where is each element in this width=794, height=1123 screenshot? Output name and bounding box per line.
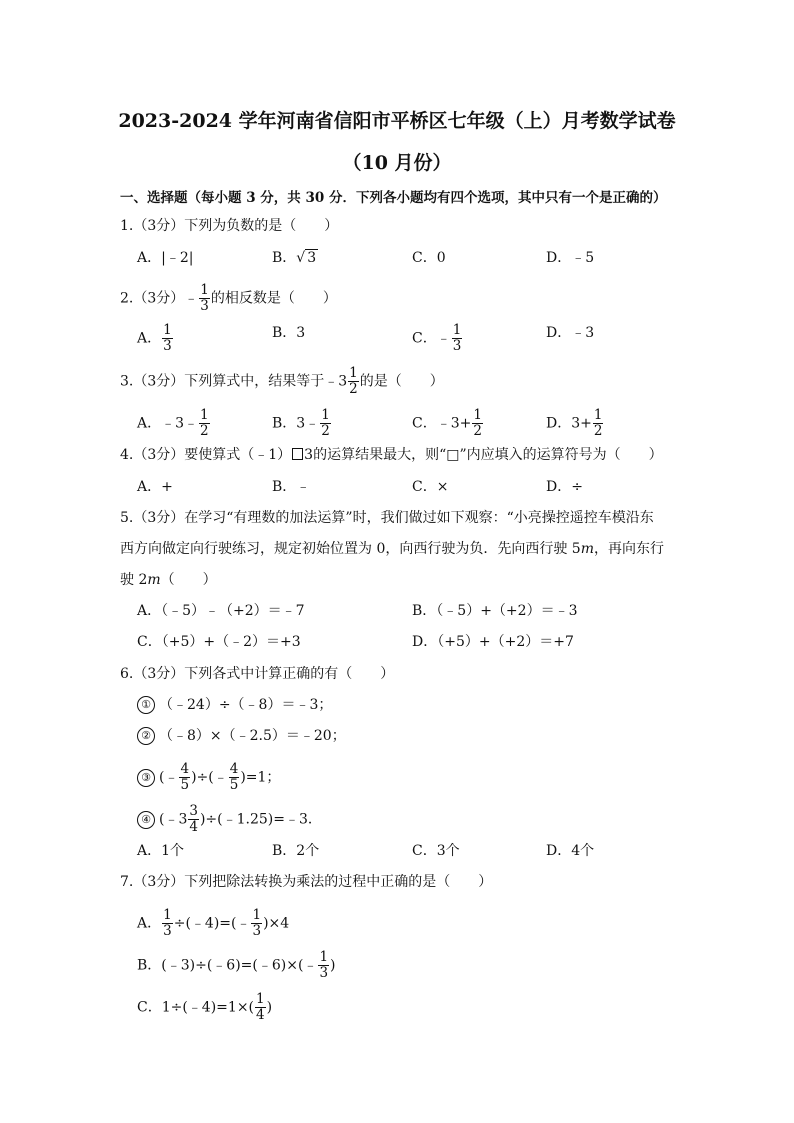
q5-option-b: B．（﹣5）+（+2）＝﹣3 — [412, 603, 578, 619]
q2-option-c-label: C．﹣ — [412, 330, 451, 347]
q5-option-a: A．（﹣5）﹣（+2）＝﹣7 — [137, 603, 305, 619]
q2-stem-fraction — [199, 283, 210, 314]
question-1-stem: 1.（3分）下列为负数的是（ ） — [120, 218, 339, 234]
q5-option-c: C．（+5）+（﹣2）＝+3 — [137, 634, 301, 650]
numerator: 1 — [473, 407, 482, 423]
q6-item-4 — [137, 804, 322, 835]
numerator: 1 — [593, 407, 603, 423]
q2-option-a — [137, 323, 174, 354]
q6-option-d: D．4个 — [546, 843, 595, 859]
q2-option-c-fraction — [452, 323, 463, 354]
q3-option-c-label: C．﹣3+ — [412, 415, 472, 432]
denominator: 2 — [200, 423, 209, 439]
q1-option-c: C．0 — [412, 250, 446, 266]
q2-option-a-label: A． — [137, 330, 162, 347]
q6-item-3 — [137, 762, 280, 793]
q1-option-a: A．|﹣2| — [137, 250, 194, 266]
sqrt-symbol: √ 3 — [296, 250, 317, 266]
q3-option-d-label: D．3+ — [546, 415, 592, 432]
numerator: 1 — [163, 907, 172, 923]
denominator: 2 — [349, 381, 358, 397]
q7-option-a-mid: ÷(﹣4)=(﹣ — [173, 915, 251, 932]
q3-post: 的是（ ） — [359, 373, 444, 390]
q3-option-c — [412, 408, 484, 439]
numerator: 1 — [200, 407, 209, 423]
q6-item-1 — [137, 695, 332, 715]
numerator: 1 — [252, 907, 262, 923]
q1-option-b-label: B． — [272, 250, 297, 266]
fraction — [229, 762, 240, 793]
q6-item-4-a: (﹣3 — [159, 811, 188, 828]
q6-option-c: C．3个 — [412, 843, 460, 859]
q7-option-b-end: ) — [330, 957, 336, 974]
q2-num: 2.（3分） — [120, 290, 185, 307]
question-7-stem: 7.（3分）下列把除法转换为乘法的过程中正确的是（ ） — [120, 874, 493, 890]
q5-option-d: D．（+5）+（+2）＝+7 — [412, 634, 574, 650]
fraction — [251, 908, 262, 939]
q7-option-a — [137, 908, 289, 939]
denominator: 3 — [200, 298, 209, 314]
denominator: 4 — [256, 1007, 265, 1023]
numerator: 3 — [189, 803, 198, 819]
numerator: 1 — [349, 365, 358, 381]
circled-number-icon: ① — [137, 696, 155, 714]
q6-item-2-expr: （﹣8）×（﹣2.5）＝﹣20； — [159, 728, 346, 744]
q7-option-c-expr: C．1÷(﹣4)=1×( — [137, 999, 255, 1016]
q3-option-a-label: A．﹣3﹣ — [137, 415, 199, 432]
q2-option-c — [412, 323, 463, 354]
q4-option-a: A．+ — [137, 479, 173, 495]
q7-option-a-end: )×4 — [263, 915, 290, 932]
unit-m: m — [580, 541, 594, 557]
circled-number-icon: ② — [137, 727, 155, 745]
denominator: 3 — [252, 923, 262, 939]
numerator: 1 — [321, 407, 330, 423]
fraction — [188, 804, 199, 835]
q3-option-d — [546, 408, 604, 439]
q6-item-4-b: )÷(﹣1.25)=﹣3． — [199, 811, 322, 828]
q3-option-a — [137, 408, 211, 439]
question-5-line-3 — [120, 570, 217, 590]
blank-box-icon — [292, 448, 303, 460]
denominator: 2 — [321, 423, 330, 439]
q4-post: 3的运算结果最大，则“□”内应填入的运算符号为（ ） — [304, 447, 663, 463]
q5-line3-post: （ ） — [160, 572, 217, 588]
q2-minus: ﹣ — [184, 290, 199, 307]
q2-option-d: D．﹣3 — [546, 325, 595, 341]
q4-option-b: B．﹣ — [272, 479, 311, 495]
q3-option-a-fraction — [199, 408, 210, 439]
denominator: 5 — [229, 777, 239, 793]
numerator: 4 — [229, 761, 239, 777]
q6-option-b: B．2个 — [272, 843, 320, 859]
q3-option-d-fraction — [593, 408, 604, 439]
q6-item-2 — [137, 726, 346, 746]
circled-number-icon: ④ — [137, 811, 155, 829]
numerator: 4 — [180, 761, 190, 777]
denominator: 2 — [473, 423, 482, 439]
q1-option-b — [272, 248, 318, 268]
denominator: 2 — [593, 423, 603, 439]
q1-option-b-radicand: 3 — [307, 250, 317, 266]
fraction — [162, 908, 173, 939]
q3-option-b-fraction — [320, 408, 331, 439]
q5-line3-pre: 驶 2 — [120, 572, 148, 588]
q2-option-b: B．3 — [272, 325, 306, 341]
q2-rest: 的相反数是（ ） — [210, 290, 337, 307]
fraction — [179, 762, 190, 793]
fraction — [318, 950, 329, 981]
denominator: 4 — [189, 819, 198, 835]
circled-number-icon: ③ — [137, 769, 155, 787]
q7-option-b-expr: B．(﹣3)÷(﹣6)=(﹣6)×(﹣ — [137, 957, 318, 974]
q3-pre: 3.（3分）下列算式中，结果等于﹣3 — [120, 373, 348, 390]
q6-item-3-b: )÷(﹣ — [191, 769, 228, 786]
denominator: 5 — [180, 777, 190, 793]
q7-option-a-label: A． — [137, 915, 162, 932]
q5-line2-post: ，再向东行 — [594, 541, 664, 557]
numerator: 1 — [452, 322, 462, 338]
q5-line2-pre: 西方向做定向行驶练习，规定初始位置为 0，向西行驶为负．先向西行驶 5 — [120, 541, 581, 557]
denominator: 3 — [163, 923, 172, 939]
question-4-stem — [120, 445, 663, 465]
q4-option-d: D．÷ — [546, 479, 583, 495]
section-heading: 一、选择题（每小题 3 分，共 30 分．下列各小题均有四个选项，其中只有一个是正确的） — [120, 190, 667, 206]
q7-option-c — [137, 992, 272, 1023]
q3-option-b — [272, 408, 332, 439]
numerator: 1 — [319, 949, 329, 965]
q3-option-b-label: B．3﹣ — [272, 415, 320, 432]
q6-item-3-c: )=1； — [240, 769, 281, 786]
question-2-stem — [120, 283, 337, 314]
fraction — [255, 992, 266, 1023]
q3-stem-fraction — [348, 366, 359, 397]
numerator: 1 — [200, 282, 209, 298]
q7-option-c-end: ) — [266, 999, 273, 1016]
q2-option-a-fraction — [162, 323, 173, 354]
question-5-line-1: 5.（3分）在学习“有理数的加法运算”时，我们做过如下观察：“小亮操控遥控车模沿东 — [120, 510, 654, 526]
q4-option-c: C．× — [412, 479, 449, 495]
numerator: 1 — [256, 991, 265, 1007]
question-6-stem: 6.（3分）下列各式中计算正确的有（ ） — [120, 666, 395, 682]
q6-option-a: A．1个 — [137, 843, 185, 859]
q3-option-c-fraction — [472, 408, 483, 439]
denominator: 3 — [163, 338, 172, 354]
q4-pre: 4.（3分）要使算式（﹣1） — [120, 447, 292, 463]
denominator: 3 — [452, 338, 462, 354]
unit-m: m — [147, 572, 161, 588]
denominator: 3 — [319, 965, 329, 981]
q6-item-3-a: (﹣ — [159, 769, 179, 786]
exam-subtitle: （10 月份） — [342, 152, 452, 174]
q6-item-1-expr: （﹣24）÷（﹣8）＝﹣3； — [159, 697, 333, 713]
question-3-stem — [120, 366, 444, 397]
numerator: 1 — [163, 322, 172, 338]
q7-option-b — [137, 950, 336, 981]
exam-title: 2023-2024 学年河南省信阳市平桥区七年级（上）月考数学试卷 — [118, 110, 676, 132]
question-5-line-2 — [120, 539, 664, 559]
q1-option-d: D．﹣5 — [546, 250, 595, 266]
